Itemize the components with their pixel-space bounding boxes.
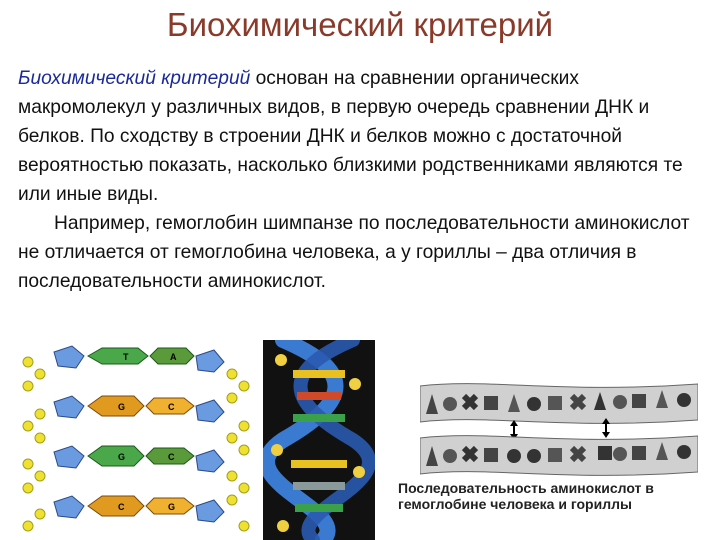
base-label: A <box>170 352 177 362</box>
base-pair-1 <box>88 348 194 364</box>
base-label: G <box>118 452 126 462</box>
term-highlight: Биохимический критерий <box>18 68 251 89</box>
base-label: G <box>118 402 126 412</box>
base-pair-4 <box>88 496 194 516</box>
dna-helix-model <box>263 340 375 540</box>
left-phosphate-chain <box>23 357 45 531</box>
right-sugars <box>196 350 224 522</box>
left-sugars <box>54 346 84 518</box>
caption-line-1: Последовательность аминокислот в <box>398 480 654 496</box>
gorilla-sequence-strand <box>420 436 698 476</box>
paragraph-1-text: основан на сравнении органических макромолекул у различных видов, в первую очередь сравнении ДНК и белков. По сходству в строении ДНК и белков можно с достаточной вероятностью показать, насколько близкими родственниками являются те или иные виды. <box>18 68 683 205</box>
base-label: C <box>168 452 175 462</box>
figure-caption <box>398 480 698 512</box>
dna-structure-diagram <box>18 334 258 540</box>
base-label: T <box>123 352 129 362</box>
base-label: G <box>168 502 176 512</box>
base-pair-3 <box>88 446 194 466</box>
base-pair-2 <box>88 396 194 416</box>
amino-acid-comparison <box>420 380 698 476</box>
body-text <box>18 64 708 296</box>
right-phosphate-chain <box>227 369 249 531</box>
human-sequence-strand <box>420 384 698 424</box>
slide-title: Биохимический критерий <box>166 6 554 43</box>
base-label: C <box>118 502 125 512</box>
caption-line-2: гемоглобине человека и гориллы <box>398 496 632 512</box>
paragraph-2-text: Например, гемоглобин шимпанзе по последовательности аминокислот не отличается от гемоглобина человека, а у гориллы – два отличия в последовательности аминокислот. <box>18 213 690 292</box>
base-label: C <box>168 402 175 412</box>
